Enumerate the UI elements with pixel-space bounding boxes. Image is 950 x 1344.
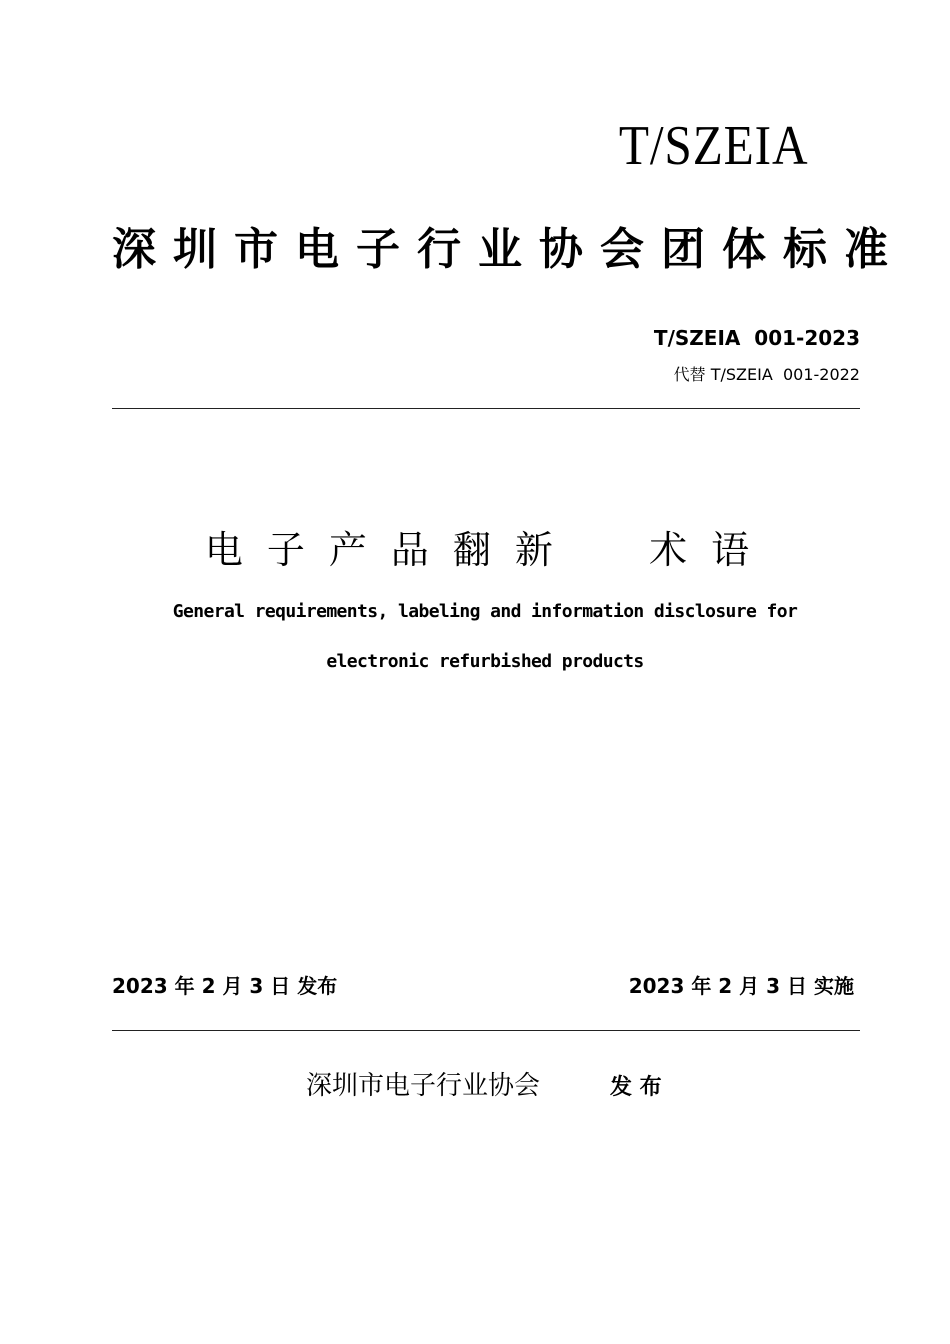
document-title-english-line-1: General requirements, labeling and information disclosure for xyxy=(172,601,798,622)
standard-code-logo: T/SZEIA xyxy=(618,115,808,177)
standard-number: T/SZEIA 001-2023 xyxy=(653,326,860,350)
header-divider xyxy=(112,408,860,409)
implementation-date: 2023 年 2 月 3 日 实施 xyxy=(628,974,854,998)
issuing-organization: 深圳市电子行业协会 xyxy=(306,1071,541,1101)
publish-date: 2023 年 2 月 3 日 发布 xyxy=(112,974,338,998)
document-title-chinese: 电子产品翻新 术语 xyxy=(204,528,774,572)
issue-action-label: 发 布 xyxy=(610,1075,662,1100)
document-title-english-line-2: electronic refurbished products xyxy=(326,651,644,672)
replaces-standard-note: 代替 T/SZEIA 001-2022 xyxy=(673,365,860,384)
footer-divider xyxy=(112,1030,860,1031)
organization-standard-heading: 深圳市电子行业协会团体标准 xyxy=(112,224,905,275)
